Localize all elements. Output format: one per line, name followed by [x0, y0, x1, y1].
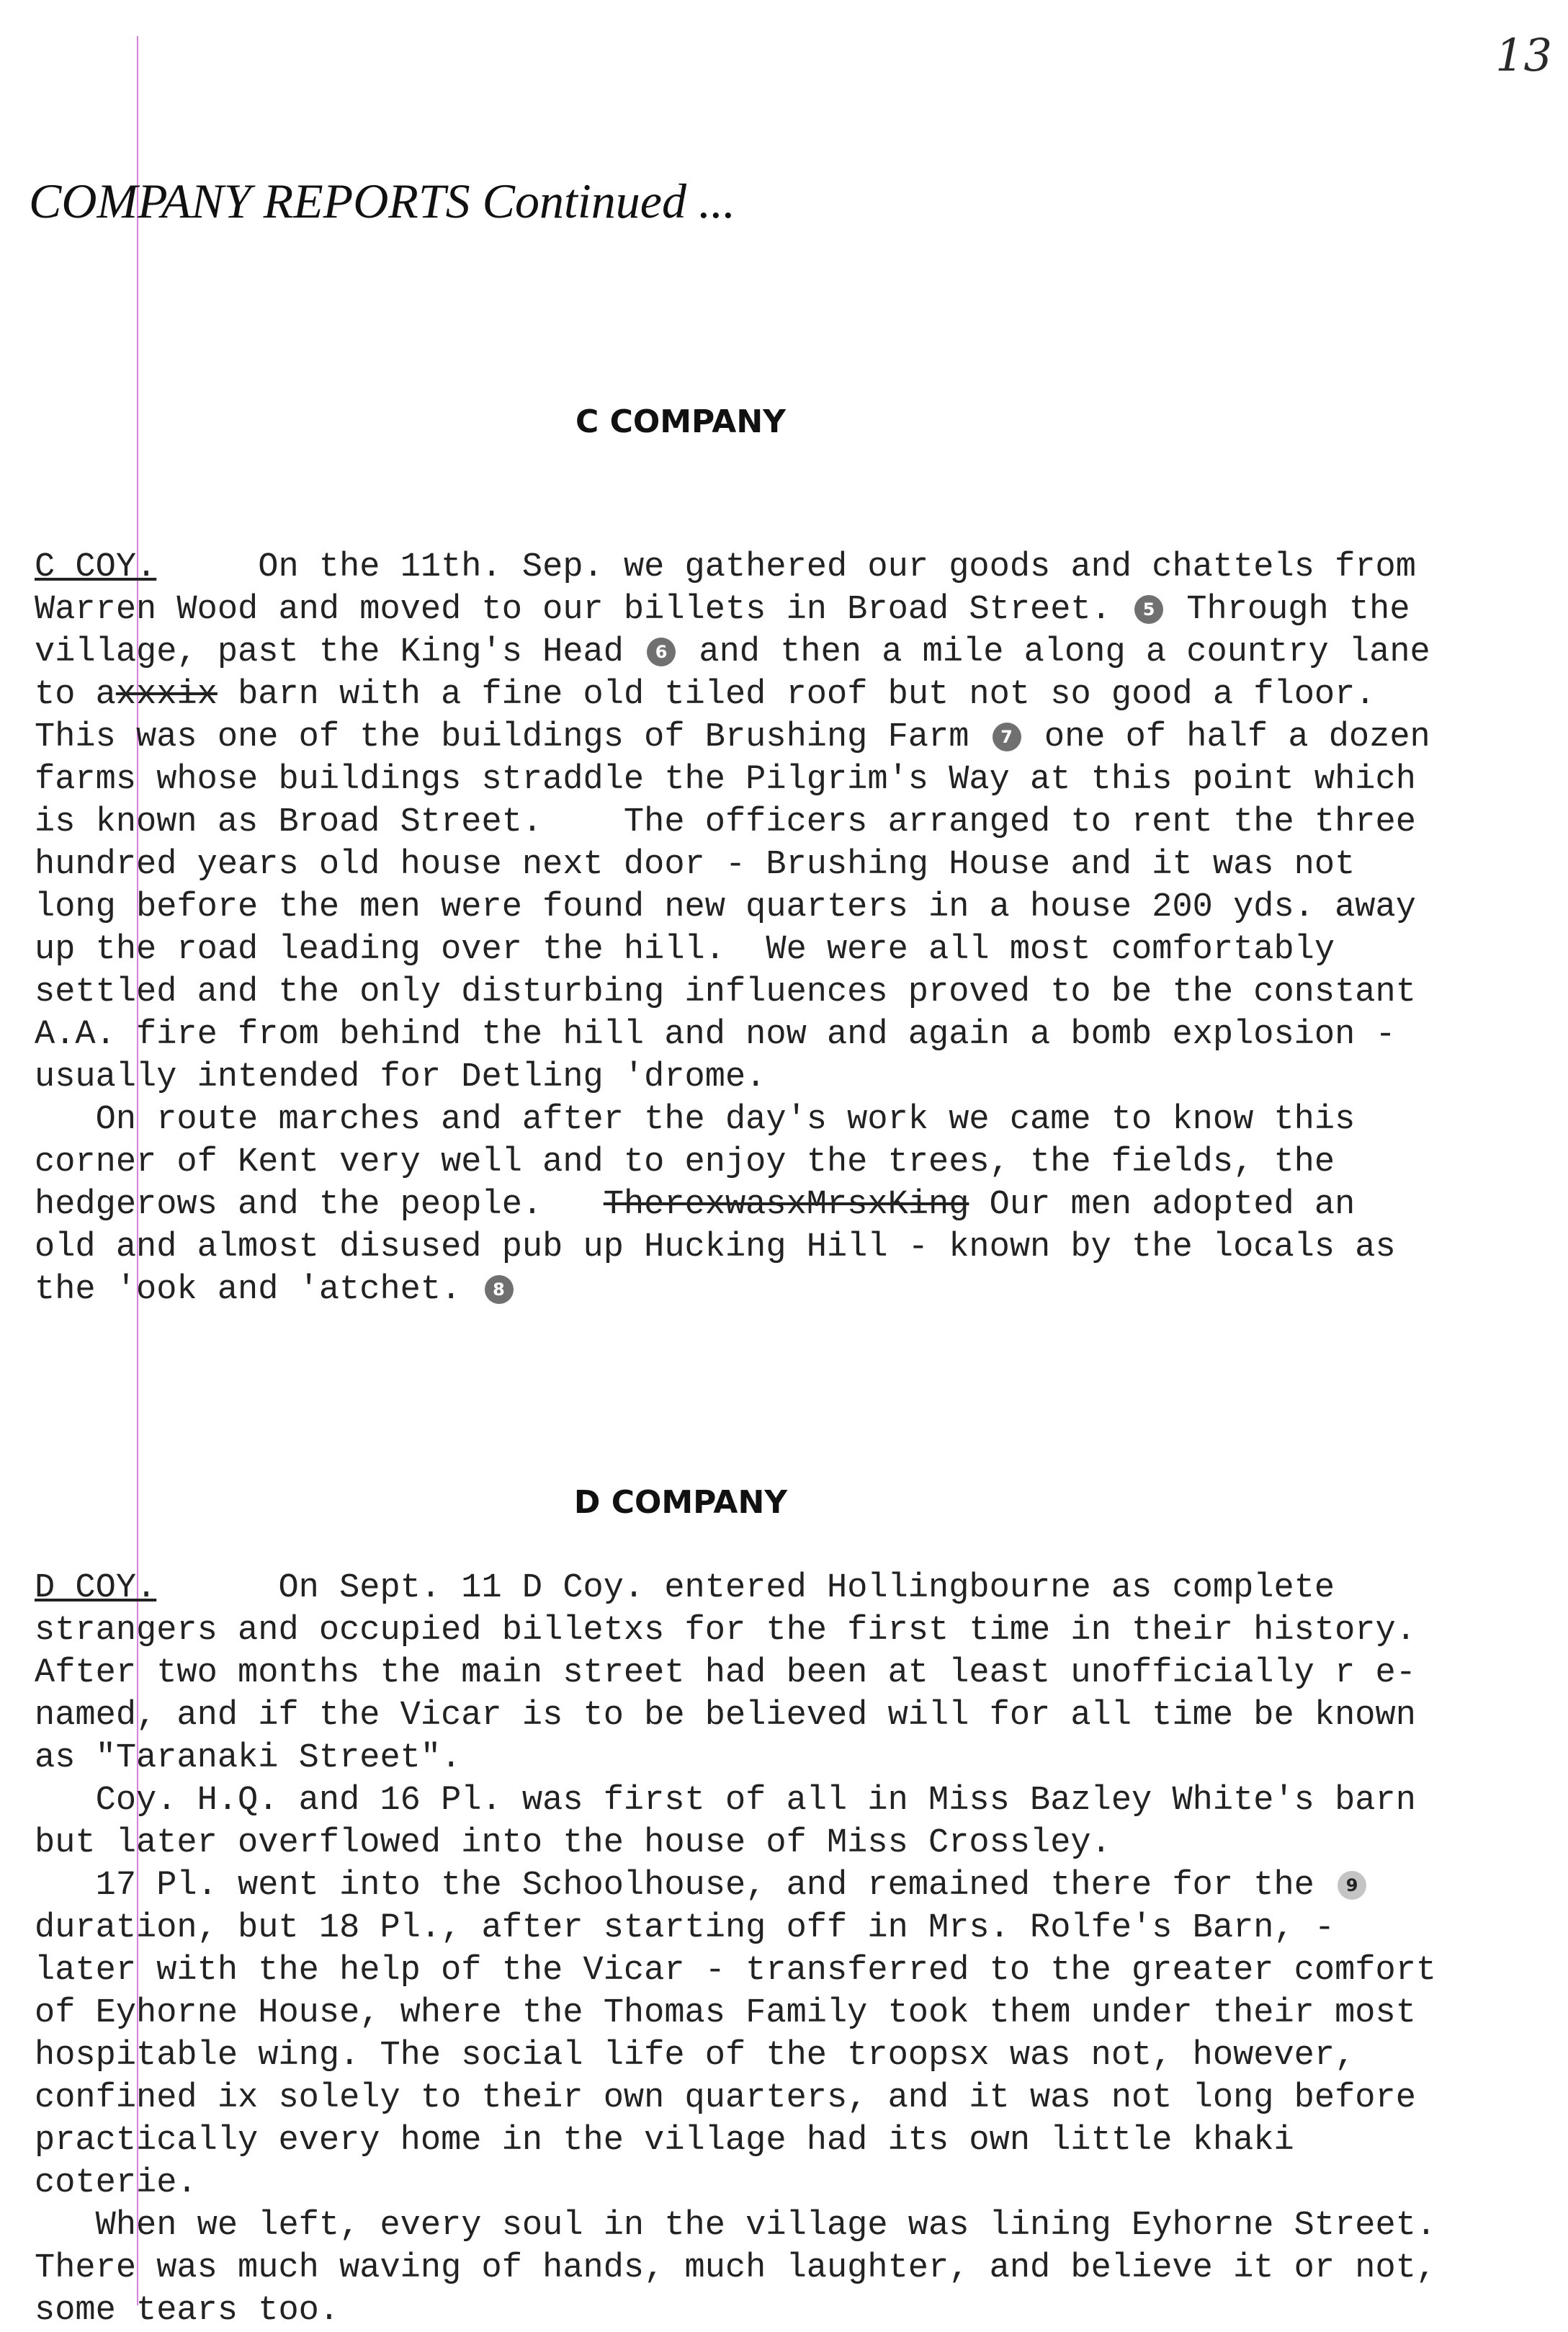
text-line: This was one of the buildings of Brushing Farm 7 one of half a dozen: [35, 718, 1430, 756]
text-line: Coy. H.Q. and 16 Pl. was first of all in Miss Bazley White's barn: [35, 1782, 1416, 1820]
text-line: as "Taranaki Street".: [35, 1739, 462, 1777]
text-line: D COY. On Sept. 11 D Coy. entered Hollingbourne as complete: [35, 1569, 1335, 1607]
text-line: practically every home in the village had its own little khaki: [35, 2122, 1294, 2160]
footnote-ref-8[interactable]: 8: [485, 1275, 514, 1304]
text-line: village, past the King's Head 6 and then a mile along a country lane: [35, 633, 1430, 671]
text-line: hedgerows and the people. TherexwasxMrsxKing Our men adopted an: [35, 1186, 1356, 1224]
text-line: Warren Wood and moved to our billets in Broad Street. 5 Through the: [35, 591, 1410, 629]
page-title: COMPANY REPORTS Continued ...: [29, 174, 735, 228]
text-line: duration, but 18 Pl., after starting off in Mrs. Rolfe's Barn, -: [35, 1909, 1335, 1947]
c-coy-label: C COY.: [35, 548, 157, 586]
text-line: named, and if the Vicar is to be believed will for all time be known: [35, 1697, 1416, 1735]
c-company-heading: C COMPANY: [575, 403, 787, 440]
text-line: strangers and occupied billetxs for the first time in their history.: [35, 1612, 1416, 1650]
footnote-ref-7[interactable]: 7: [993, 723, 1021, 751]
text-line: some tears too.: [35, 2292, 340, 2330]
text-line: confined ix solely to their own quarters, and it was not long before: [35, 2079, 1416, 2117]
text-line: long before the men were found new quarters in a house 200 yds. away: [35, 888, 1416, 926]
text-line: corner of Kent very well and to enjoy the trees, the fields, the: [35, 1143, 1335, 1181]
footnote-ref-5[interactable]: 5: [1134, 595, 1163, 624]
text-line: 17 Pl. went into the Schoolhouse, and remained there for the 9: [35, 1864, 1436, 1907]
struck-out-text: xxxix: [115, 676, 218, 714]
footnote-ref-6[interactable]: 6: [647, 638, 676, 666]
text-line: A.A. fire from behind the hill and now and again a bomb explosion -: [35, 1016, 1396, 1054]
text-line: C COY. On the 11th. Sep. we gathered our goods and chattels from: [35, 548, 1416, 586]
text-line: usually intended for Detling 'drome.: [35, 1058, 766, 1096]
text-line: settled and the only disturbing influences proved to be the constant: [35, 973, 1416, 1011]
c-company-text: [35, 546, 1430, 1311]
text-line: but later overflowed into the house of Miss Crossley.: [35, 1824, 1111, 1862]
d-coy-label: D COY.: [35, 1569, 157, 1607]
text-line: After two months the main street had been at least unofficially r e-: [35, 1654, 1416, 1692]
text-line: up the road leading over the hill. We were all most comfortably: [35, 931, 1335, 969]
text-line: coterie.: [35, 2164, 197, 2202]
page-number: 13: [1495, 29, 1552, 81]
text-line: of Eyhorne House, where the Thomas Family took them under their most: [35, 1994, 1416, 2032]
text-line: When we left, every soul in the village was lining Eyhorne Street.: [35, 2207, 1437, 2245]
d-company-heading: D COMPANY: [573, 1484, 788, 1521]
text-line: is known as Broad Street. The officers arranged to rent the three: [35, 803, 1416, 841]
text-line: to axxxix barn with a fine old tiled roof but not so good a floor.: [35, 676, 1376, 714]
text-line: There was much waving of hands, much laughter, and believe it or not,: [35, 2249, 1437, 2287]
struck-out-text: TherexwasxMrsxKing: [603, 1186, 969, 1224]
text-line: the 'ook and 'atchet. 8: [35, 1269, 1430, 1311]
text-line: farms whose buildings straddle the Pilgrim's Way at this point which: [35, 761, 1416, 799]
text-line: On route marches and after the day's work we came to know this: [35, 1101, 1356, 1139]
text-line: hospitable wing. The social life of the troopsx was not, however,: [35, 2037, 1356, 2075]
footnote-ref-9[interactable]: 9: [1338, 1871, 1366, 1900]
text-line: later with the help of the Vicar - transferred to the greater comfort: [35, 1952, 1437, 1990]
d-company-text: [35, 1567, 1436, 2332]
text-line: old and almost disused pub up Hucking Hill - known by the locals as: [35, 1228, 1396, 1266]
text-line: hundred years old house next door - Brushing House and it was not: [35, 846, 1356, 884]
